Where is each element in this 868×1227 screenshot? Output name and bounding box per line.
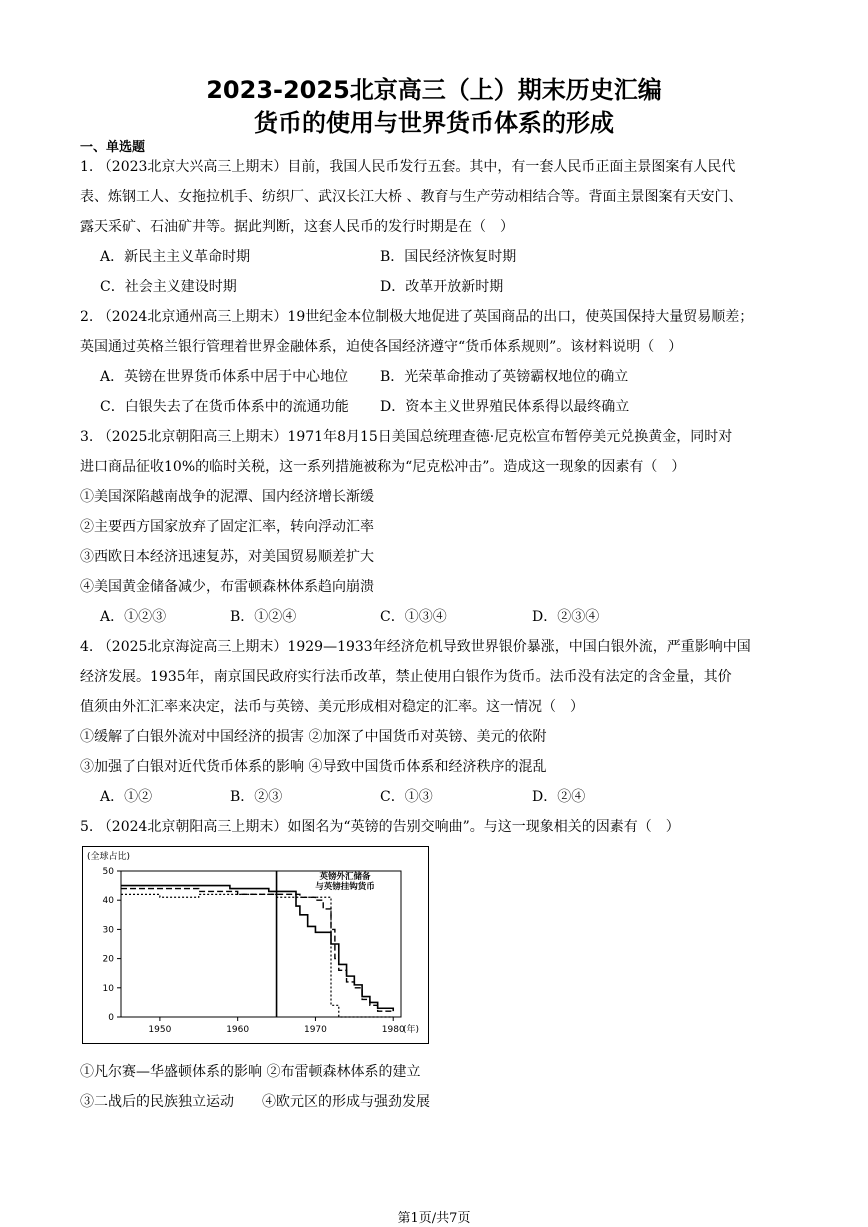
question-2-option-a: A．英镑在世界货币体系中居于中心地位 [100,369,349,385]
question-3-option-c: C．①③④ [380,609,447,625]
page-title: 2023-2025北京高三（上）期末历史汇编 [206,76,662,104]
question-1-line-3: 露天采矿、石油矿井等。据此判断，这套人民币的发行时期是在（ ） [80,219,514,235]
plot-area [121,871,401,1017]
question-4-line-3: 值须由外汇汇率来决定，法币与英镑、美元形成相对稳定的汇率。这一情况（ ） [80,699,584,715]
question-2-option-c: C．白银失去了在货币体系中的流通功能 [100,399,349,415]
x-tick-label: 1980 [381,1025,405,1035]
section-heading: 一、单选题 [80,140,146,155]
question-4-option-d: D．②④ [532,789,586,805]
y-axis-label: (全球占比) [87,852,131,862]
question-1-line-1: 1. （2023北京大兴高三上期末）目前，我国人民币发行五套。其中，有一套人民币正面主景图案有人民代 [80,159,736,175]
pound-decline-chart [82,846,429,1044]
question-1-option-a: A．新民主主义革命时期 [100,249,251,265]
question-5-item-2: ③二战后的民族独立运动 ④欧元区的形成与强劲发展 [80,1094,430,1110]
question-3-option-a: A．①②③ [100,609,167,625]
series-line-dotted [121,894,393,1017]
question-4-line-2: 经济发展。1935年，南京国民政府实行法币改革，禁止使用白银作为货币。法币没有法定的含金量，其价 [80,669,732,685]
question-3-option-b: B．①②④ [230,609,297,625]
x-tick-label: 1970 [303,1025,327,1035]
question-1-line-2: 表、炼钢工人、女拖拉机手、纺织厂、武汉长江大桥 、教育与生产劳动相结合等。背面主景图案有天安门、 [80,189,743,205]
question-4-option-c: C．①③ [380,789,433,805]
question-3-item-4: ④美国黄金储备减少，布雷顿森林体系趋向崩溃 [80,579,374,595]
question-1-option-c: C．社会主义建设时期 [100,279,237,295]
y-tick-label: 10 [102,983,114,994]
question-2-line-2: 英国通过英格兰银行管理着世界金融体系，迫使各国经济遵守“货币体系规则”。该材料说明（ ） [80,339,683,355]
page-subtitle: 货币的使用与世界货币体系的形成 [254,109,614,137]
question-2-line-1: 2. （2024北京通州高三上期末）19世纪金本位制极大地促进了英国商品的出口，使英国保持大量贸易顺差； [80,309,754,325]
y-tick-label: 20 [102,954,114,965]
question-3-line-2: 进口商品征收10%的临时关税，这一系列措施被称为“尼克松冲击”。造成这一现象的因素有（ ） [80,459,686,475]
y-tick-label: 30 [102,925,114,936]
y-tick-label: 40 [102,896,114,907]
question-4-item-1: ①缓解了白银外流对中国经济的损害 ②加深了中国货币对英镑、美元的依附 [80,729,547,745]
question-4-line-1: 4. （2025北京海淀高三上期末）1929—1933年经济危机导致世界银价暴涨，中国白银外流，严重影响中国 [80,639,751,655]
series-line-solid [121,886,393,1012]
question-4-option-a: A．①② [100,789,153,805]
page-footer: 第1页/共7页 [397,1211,471,1226]
question-2-option-d: D．资本主义世界殖民体系得以最终确立 [380,399,630,415]
question-4-option-b: B．②③ [230,789,283,805]
question-3-line-1: 3. （2025北京朝阳高三上期末）1971年8月15日美国总统理查德·尼克松宣布暂停美元兑换黄金，同时对 [80,429,733,445]
question-3-item-3: ③西欧日本经济迅速复苏，对美国贸易顺差扩大 [80,549,374,565]
y-tick-label: 0 [108,1013,114,1023]
question-5-line-1: 5. （2024北京朝阳高三上期末）如图名为“英镑的告别交响曲”。与这一现象相关的因素有（ ） [80,819,680,835]
x-tick-label: 1950 [148,1025,172,1035]
question-3-item-1: ①美国深陷越南战争的泥潭、国内经济增长渐缓 [80,489,374,505]
chart-annotation: 英镑外汇储备与英镑挂钩货币 [315,872,375,892]
question-3-option-d: D．②③④ [532,609,600,625]
chart-svg [83,847,428,1043]
question-3-item-2: ②主要西方国家放弃了固定汇率，转向浮动汇率 [80,519,374,535]
x-axis-label: (年) [403,1025,420,1035]
question-1-option-d: D．改革开放新时期 [380,279,504,295]
question-4-item-2: ③加强了白银对近代货币体系的影响 ④导致中国货币体系和经济秩序的混乱 [80,759,547,775]
question-2-option-b: B．光荣革命推动了英镑霸权地位的确立 [380,369,629,385]
question-1-option-b: B．国民经济恢复时期 [380,249,517,265]
series-line-dashed [121,889,393,1012]
x-tick-label: 1960 [226,1025,250,1035]
y-tick-label: 50 [102,867,114,877]
question-5-item-1: ①凡尔赛—华盛顿体系的影响 ②布雷顿森林体系的建立 [80,1064,421,1080]
